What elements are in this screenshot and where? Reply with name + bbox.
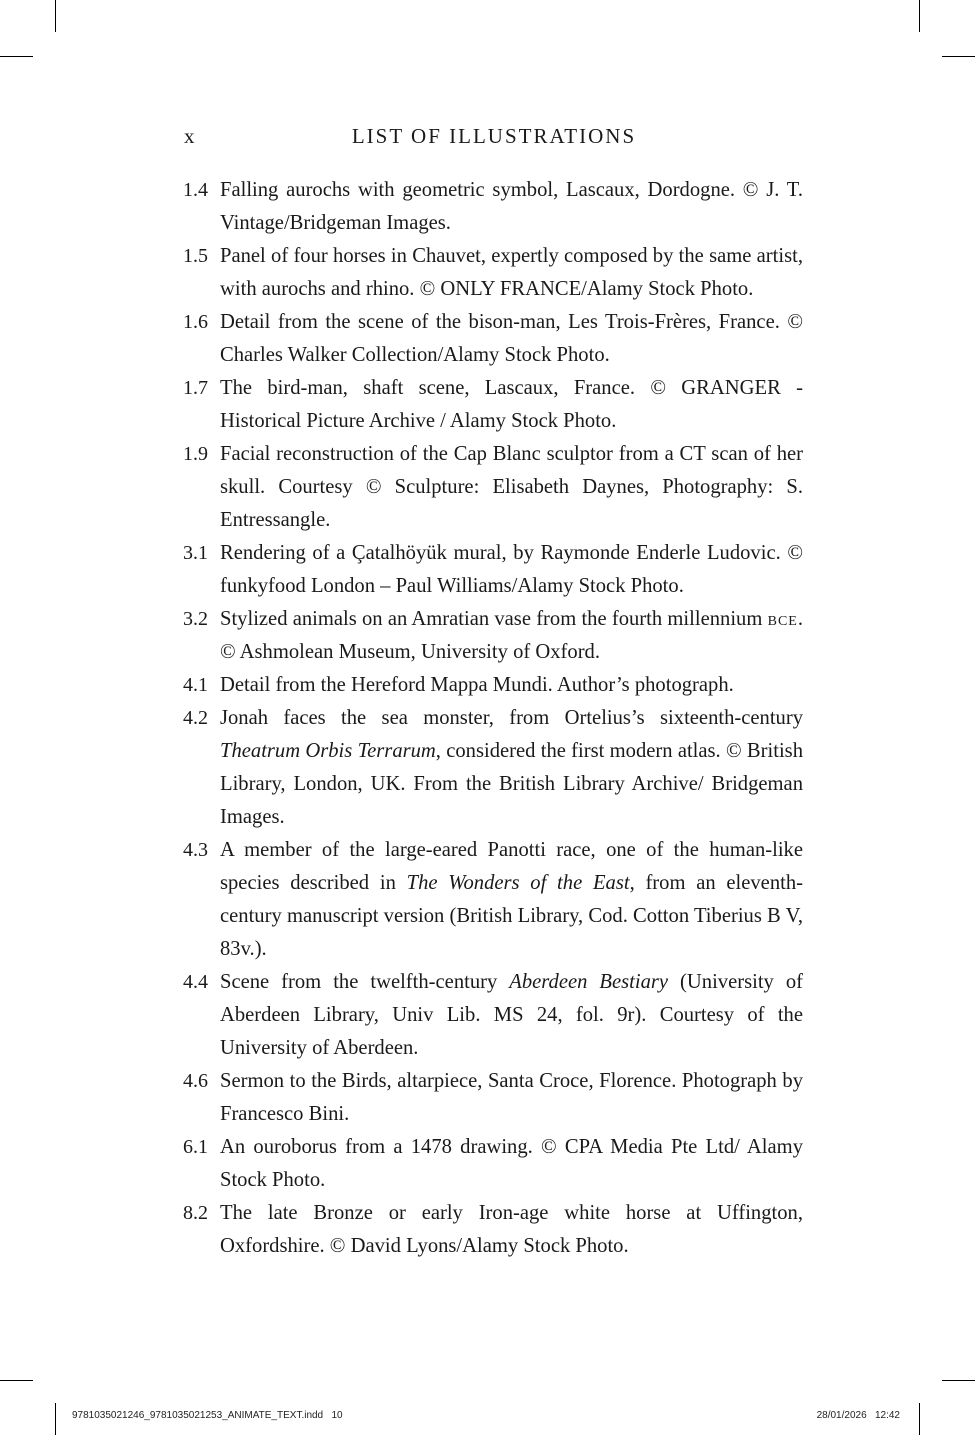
figure-caption [220, 834, 803, 966]
list-item [183, 603, 803, 669]
caption-text: (University of Aberdeen Library, Univ Lib. MS 24, fol. 9r). Courtesy of the University of Aberdeen. [220, 971, 803, 1059]
caption-text: Facial reconstruction of the Cap Blanc sculptor from a CT scan of her skull. Courtesy © Sculpture: Elisabeth Daynes, Photography: S. Entressangle. [220, 443, 803, 531]
caption-text: Stylized animals on an Amratian vase from the fourth millennium [220, 608, 768, 630]
caption-text: , considered the first modern atlas. © British Library, London, UK. From the British Library Archive/ Bridgeman Images. [220, 740, 803, 828]
caption-text: , from an eleventh-century manuscript version (British Library, Cod. Cotton Tiberius B V, 83v.). [220, 872, 803, 960]
crop-mark [0, 56, 33, 57]
list-item [183, 669, 803, 702]
figure-number: 1.9 [183, 443, 208, 465]
small-caps-text: bce [767, 608, 798, 630]
figure-number: 1.7 [183, 377, 208, 399]
caption-text: The late Bronze or early Iron-age white horse at Uffington, Oxfordshire. © David Lyons/Alamy Stock Photo. [220, 1202, 803, 1257]
figure-caption [220, 1197, 803, 1263]
figure-number: 1.5 [183, 245, 208, 267]
list-item [183, 240, 803, 306]
figure-number: 4.1 [183, 674, 208, 696]
figure-caption [220, 438, 803, 537]
slug-datetime: 28/01/2026 12:42 [816, 1410, 900, 1421]
list-item [183, 1065, 803, 1131]
list-item [183, 702, 803, 834]
figure-number: 4.4 [183, 971, 208, 993]
list-item [183, 372, 803, 438]
page-number: x [184, 124, 196, 148]
caption-text: Falling aurochs with geometric symbol, Lascaux, Dordogne. © J. T. Vintage/Bridgeman Images. [220, 179, 803, 234]
list-item [183, 1197, 803, 1263]
caption-text: An ouroborus from a 1478 drawing. © CPA Media Pte Ltd/ Alamy Stock Photo. [220, 1136, 803, 1191]
running-head: LIST OF ILLUSTRATIONS [351, 124, 637, 148]
caption-text: Jonah faces the sea monster, from Ortelius’s sixteenth-century [220, 707, 803, 729]
italic-title: The Wonders of the East [406, 872, 630, 894]
list-item [183, 537, 803, 603]
crop-mark [919, 1403, 920, 1435]
list-item [183, 966, 803, 1065]
figure-caption [220, 306, 803, 372]
figure-caption [220, 1131, 803, 1197]
crop-mark [919, 0, 920, 32]
list-item [183, 438, 803, 537]
figure-number: 4.3 [183, 839, 208, 861]
crop-mark [942, 56, 975, 57]
figure-caption [220, 603, 803, 669]
illustration-list [183, 174, 803, 1263]
caption-text: A member of the large-eared Panotti race, one of the human-like species described in [220, 839, 803, 894]
figure-caption [220, 1065, 803, 1131]
slug-filename: 9781035021246_9781035021253_ANIMATE_TEXT.indd 10 [72, 1410, 343, 1421]
figure-number: 6.1 [183, 1136, 208, 1158]
crop-mark [55, 0, 56, 32]
crop-mark [55, 1403, 56, 1435]
caption-text: Panel of four horses in Chauvet, expertly composed by the same artist, with aurochs and rhino. © ONLY FRANCE/Alamy Stock Photo. [220, 245, 803, 300]
caption-text: Scene from the twelfth-century [220, 971, 510, 993]
figure-number: 8.2 [183, 1202, 208, 1224]
list-item [183, 1131, 803, 1197]
caption-text: Detail from the Hereford Mappa Mundi. Author’s photograph. [220, 674, 734, 696]
figure-number: 1.4 [183, 179, 208, 201]
figure-number: 4.6 [183, 1070, 208, 1092]
list-item [183, 834, 803, 966]
figure-number: 3.1 [183, 542, 208, 564]
crop-mark [942, 1380, 975, 1381]
caption-text: The bird-man, shaft scene, Lascaux, France. © GRANGER - Historical Picture Archive / Alamy Stock Photo. [220, 377, 803, 432]
caption-text: Rendering of a Çatalhöyük mural, by Raymonde Enderle Ludovic. © funkyfood London – Paul Williams/Alamy Stock Photo. [220, 542, 803, 597]
list-item [183, 174, 803, 240]
figure-caption [220, 537, 803, 603]
figure-caption [220, 669, 803, 702]
figure-number: 1.6 [183, 311, 208, 333]
caption-text: . © Ashmolean Museum, University of Oxford. [220, 608, 803, 663]
italic-title: Theatrum Orbis Terrarum [220, 740, 436, 762]
figure-number: 4.2 [183, 707, 208, 729]
figure-caption [220, 966, 803, 1065]
figure-caption [220, 702, 803, 834]
crop-mark [0, 1380, 33, 1381]
figure-caption [220, 240, 803, 306]
figure-number: 3.2 [183, 608, 208, 630]
caption-text: Detail from the scene of the bison-man, Les Trois-Frères, France. © Charles Walker Collection/Alamy Stock Photo. [220, 311, 803, 366]
italic-title: Aberdeen Bestiary [509, 971, 669, 993]
list-item [183, 306, 803, 372]
page-header [184, 122, 804, 152]
caption-text: Sermon to the Birds, altarpiece, Santa Croce, Florence. Photograph by Francesco Bini. [220, 1070, 803, 1125]
figure-caption [220, 174, 803, 240]
figure-caption [220, 372, 803, 438]
